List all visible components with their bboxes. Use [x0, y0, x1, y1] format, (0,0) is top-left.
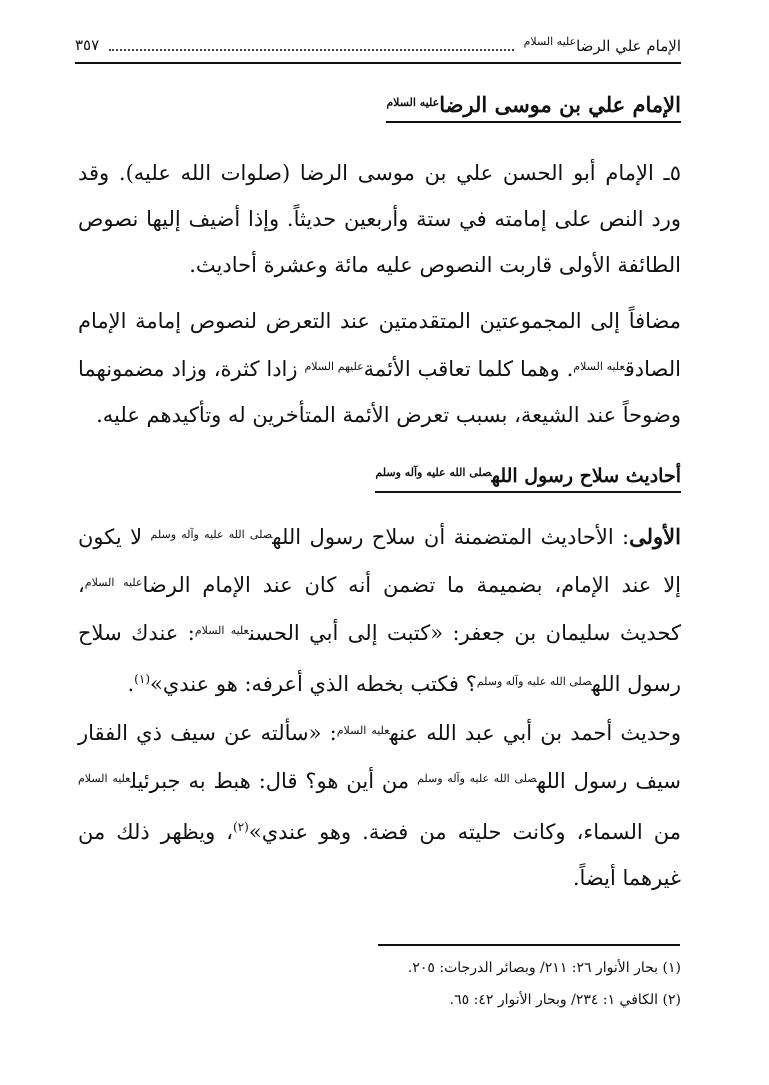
paragraph-collections: مضافاً إلى المجموعتين المتقدمتين عند التعرض لنصوص إمامة الإمام الصادق$^{عليه السلام}$. وهما كلما تعاقب الأئمة$^{عليهم السلام}$ زادا كثرة، وزاد مضمونهما وضوحاً عند الشيعة، بسبب تعرض الأئمة المتأخرين له وتأكيدهم عليه. [78, 309, 681, 427]
honor-9: عليه السلام [78, 772, 131, 785]
header-title-honor: عليه السلام [523, 35, 577, 48]
honor-8: صلى الله عليه وآله وسلم [417, 772, 537, 785]
header-title: الإمام علي الرضا$^{عليه السلام}$ [523, 35, 681, 55]
paragraph-intro: ٥ـ الإمام أبو الحسن علي بن موسى الرضا (صلوات الله عليه). وقد ورد النص على إمامته في ستة وأربعين حديثاً. وإذا أضيف إليها نصوص الطائفة الأولى قاربت النصوص عليه مائة وعشرة أحاديث. [78, 161, 681, 277]
honor-2: عليهم السلام [304, 360, 364, 373]
running-header [75, 28, 681, 64]
paragraph-second-hadith: وحديث أحمد بن أبي عبد الله عنه$^{عليه السلام}$: «سألته عن سيف ذي الفقار سيف رسول الله$^{صلى الله عليه وآله وسلم}$ من أين هو؟ قال: هبط به جبرئيل$^{عليه السلام}$ من السماء، وكانت حليته من فضة. وهو عندي»$^{(٢)}$، ويظهر ذلك من غيرهما أيضاً. [78, 721, 682, 890]
honor-3: صلى الله عليه وآله وسلم [150, 528, 273, 541]
section-title-2-honor: صلى الله عليه وآله وسلم [375, 466, 492, 479]
paragraph-lead-first: الأولى [629, 524, 681, 549]
section-title-weapons: أحاديث سلاح رسول الله$^{صلى الله عليه وآله وسلم}$ [375, 465, 681, 493]
footnote-2: (٢) الكافي ١: ٢٣٤/ وبحار الأنوار ٤٢: ٦٥. [449, 992, 681, 1008]
page-number: ٣٥٧ [75, 36, 100, 54]
section-title-imam-rida: الإمام علي بن موسى الرضا$^{عليه السلام}$ [386, 92, 681, 123]
honor-1: عليه السلام [573, 360, 625, 373]
footnote-1: (١) بحار الأنوار ٢٦: ٢١١/ وبصائر الدرجات: ٢٠٥. [407, 960, 681, 976]
header-leader-dots [109, 39, 513, 51]
section-title-honor: عليه السلام [386, 96, 440, 109]
honor-7: عليه السلام [336, 724, 390, 737]
footnote-divider [378, 944, 680, 946]
footnote-ref-1[interactable]: (١) [134, 672, 150, 686]
footnote-ref-2[interactable]: (٢) [233, 820, 249, 834]
honor-6: صلى الله عليه وآله وسلم [476, 675, 592, 688]
honor-4: عليه السلام [84, 576, 143, 589]
honor-5: عليه السلام [194, 624, 249, 637]
paragraph-first-hadith: الأولى: الأحاديث المتضمنة أن سلاح رسول الله$^{صلى الله عليه وآله وسلم}$ لا يكون إلا عند الإمام، بضميمة ما تضمن أنه كان عند الإمام الرضا$^{عليه السلام}$، كحديث سليمان بن جعفر: «كتبت إلى أبي الحسن$^{عليه السلام}$: عندك سلاح رسول الله$^{صلى الله عليه وآله وسلم}$؟ فكتب بخطه الذي أعرفه: هو عندي»$^{(١)}$. [78, 524, 682, 696]
